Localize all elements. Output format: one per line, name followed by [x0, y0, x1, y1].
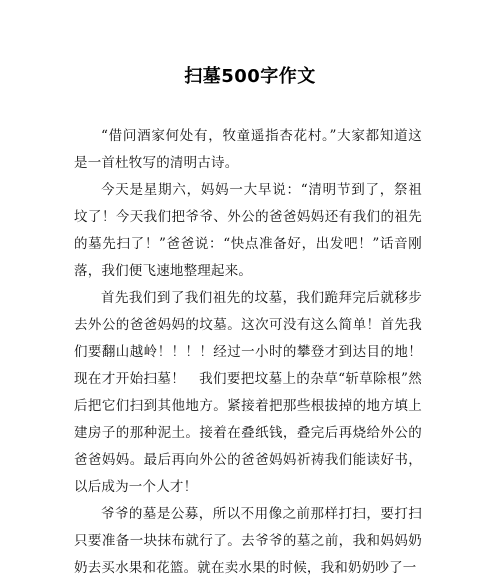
paragraph-2: 今天是星期六，妈妈一大早说：“清明节到了，祭祖坟了！今天我们把爷爷、外公的爸爸妈妈还有我们的祖先的墓先扫了！”爸爸说：“快点准备好，出发吧！”话音刚落，我们便飞速地整理起来。	[74, 182, 422, 279]
paragraph-4: 爷爷的墓是公募，所以不用像之前那样打扫，要打扫只要准备一块抹布就行了。去爷爷的墓之前，我和妈妈奶奶去买水果和花篮。就在卖水果的时候，我和奶奶吵了一	[74, 506, 422, 576]
document-body	[74, 123, 422, 582]
paragraph-1: “借问酒家何处有，牧童遥指杏花村。”大家都知道这是一首杜牧写的清明古诗。	[74, 128, 422, 171]
paragraph-3: 首先我们到了我们祖先的坟墓，我们跪拜完后就移步去外公的爸爸妈妈的坟墓。这次可没有这么简单！首先我们要翻山越岭！！！！经过一小时的攀登才到达目的地！现在才开始扫墓！ 我们要把坟墓上的杂草“斩草除根”然后把它们扫到其他地方。紧接着把那些根拔掉的地方填上建房子的那种泥土。接着在叠纸钱，叠完后再烧给外公的爸爸妈妈。最后再向外公的爸爸妈妈祈祷我们能读好书，以后成为一个人才！	[74, 290, 422, 495]
document-title: 扫墓500字作文	[184, 66, 316, 87]
